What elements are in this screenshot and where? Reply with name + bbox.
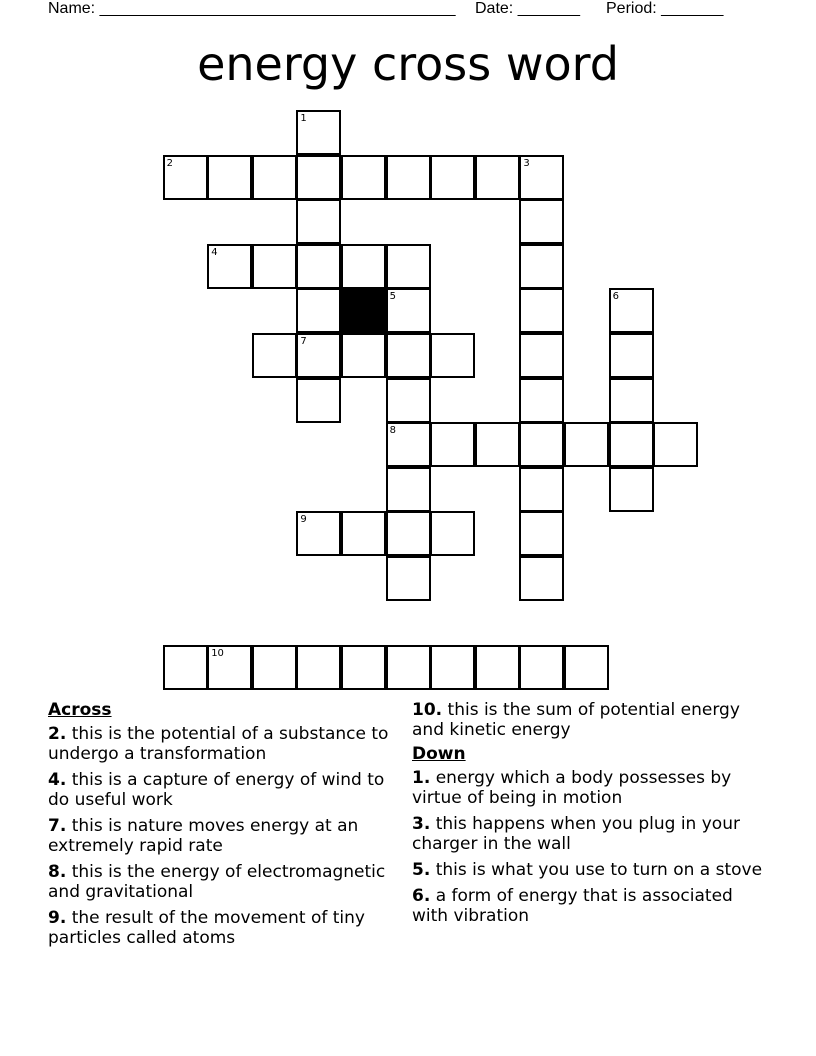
crossword-cell[interactable] [296,155,341,200]
across-clue [48,724,408,764]
crossword-cell[interactable] [341,155,386,200]
clue-number-label: 7 [300,336,307,347]
clue-number: 4. [48,770,67,790]
down-clue [412,860,772,880]
clue-number: 2. [48,724,67,744]
crossword-cell[interactable] [386,288,431,333]
clue-text: energy which a body possesses by virtue of being in motion [412,768,732,808]
crossword-cell[interactable] [475,422,520,467]
crossword-cell[interactable] [296,333,341,378]
across-clue [48,862,408,902]
clue-number-label: 1 [300,113,307,124]
crossword-cell[interactable] [609,378,654,423]
clue-number: 9. [48,908,67,928]
crossword-cell[interactable] [296,288,341,333]
clue-number-label: 6 [612,291,619,303]
crossword-cell[interactable] [296,244,341,289]
across-heading: Across [48,700,112,720]
crossword-cell[interactable] [519,422,564,467]
clue-number-label: 9 [300,514,307,526]
clue-number-label: 4 [211,246,218,258]
crossword-cell[interactable] [296,199,341,244]
crossword-cell[interactable] [386,645,431,690]
crossword-cell[interactable] [252,333,297,378]
crossword-cell[interactable] [430,422,475,467]
clue-text: this is the potential of a substance to undergo a transformation [48,724,389,764]
crossword-cell[interactable] [341,244,386,289]
across-clues [48,700,408,954]
crossword-cell[interactable] [609,333,654,378]
across-clue [48,908,408,948]
crossword-cell[interactable] [386,511,431,556]
crossword-cell[interactable] [519,288,564,333]
black-square [341,288,386,333]
crossword-cell[interactable] [519,645,564,690]
crossword-cell[interactable] [386,422,431,467]
clue-text: a form of energy that is associated with vibration [412,886,733,926]
crossword-cell[interactable] [519,556,564,601]
down-clue [412,814,772,854]
crossword-cell[interactable] [430,645,475,690]
crossword-cell[interactable] [519,155,564,200]
crossword-cell[interactable] [430,511,475,556]
down-clue [412,768,772,808]
crossword-cell[interactable] [341,645,386,690]
crossword-cell[interactable] [475,155,520,200]
crossword-cell[interactable] [252,155,297,200]
period-field-label: Period: _______ [606,0,724,17]
crossword-cell[interactable] [207,244,252,289]
crossword-cell[interactable] [341,333,386,378]
crossword-cell[interactable] [519,378,564,423]
crossword-cell[interactable] [296,511,341,556]
crossword-cell[interactable] [296,110,341,155]
clue-number: 7. [48,816,67,836]
down-clues [412,700,772,932]
crossword-cell[interactable] [519,244,564,289]
crossword-cell[interactable] [564,645,609,690]
down-clue [412,886,772,926]
crossword-cell[interactable] [564,422,609,467]
crossword-cell[interactable] [386,333,431,378]
clue-number-label: 3 [523,157,530,169]
clue-number-label: 5 [389,291,396,303]
crossword-cell[interactable] [252,244,297,289]
clue-number: 1. [412,768,431,788]
clue-text: this is what you use to turn on a stove [435,860,763,880]
page-title: energy cross word [197,37,619,91]
crossword-cell[interactable] [519,467,564,512]
crossword-cell[interactable] [163,155,208,200]
clue-number-label: 8 [389,425,396,437]
crossword-cell[interactable] [207,645,252,690]
down-heading: Down [412,744,466,764]
clue-text: this happens when you plug in your charger in the wall [412,814,740,854]
clue-text: this is the sum of potential energy and kinetic energy [412,700,740,740]
crossword-cell[interactable] [609,422,654,467]
date-field-label: Date: _______ [475,0,580,17]
crossword-cell[interactable] [609,467,654,512]
crossword-cell[interactable] [386,556,431,601]
crossword-cell[interactable] [163,645,208,690]
crossword-cell[interactable] [252,645,297,690]
clue-text: the result of the movement of tiny particles called atoms [48,908,365,948]
name-field-label: Name: ________________________________________ [48,0,456,17]
across-clue [48,770,408,810]
clue-number-label: 2 [166,157,173,169]
crossword-cell[interactable] [386,378,431,423]
clue-text: this is nature moves energy at an extremely rapid rate [48,816,359,856]
clue-text: this is a capture of energy of wind to do useful work [48,770,385,810]
crossword-cell[interactable] [296,378,341,423]
clue-number-label: 10 [211,648,224,660]
crossword-cell[interactable] [519,333,564,378]
crossword-cell[interactable] [653,422,698,467]
clue-number: 6. [412,886,431,906]
across-clue [48,816,408,856]
crossword-cell[interactable] [519,199,564,244]
crossword-cell[interactable] [430,333,475,378]
clue-number: 10. [412,700,443,720]
crossword-cell[interactable] [609,288,654,333]
clue-number: 3. [412,814,431,834]
crossword-cell[interactable] [386,155,431,200]
crossword-cell[interactable] [430,155,475,200]
clue-number: 5. [412,860,431,880]
crossword-cell[interactable] [519,511,564,556]
crossword-cell[interactable] [296,645,341,690]
crossword-cell[interactable] [475,645,520,690]
crossword-cell[interactable] [386,244,431,289]
clue-number: 8. [48,862,67,882]
clue-text: this is the energy of electromagnetic and gravitational [48,862,386,902]
crossword-cell[interactable] [341,511,386,556]
crossword-cell[interactable] [386,467,431,512]
across-clue [412,700,772,740]
crossword-cell[interactable] [207,155,252,200]
